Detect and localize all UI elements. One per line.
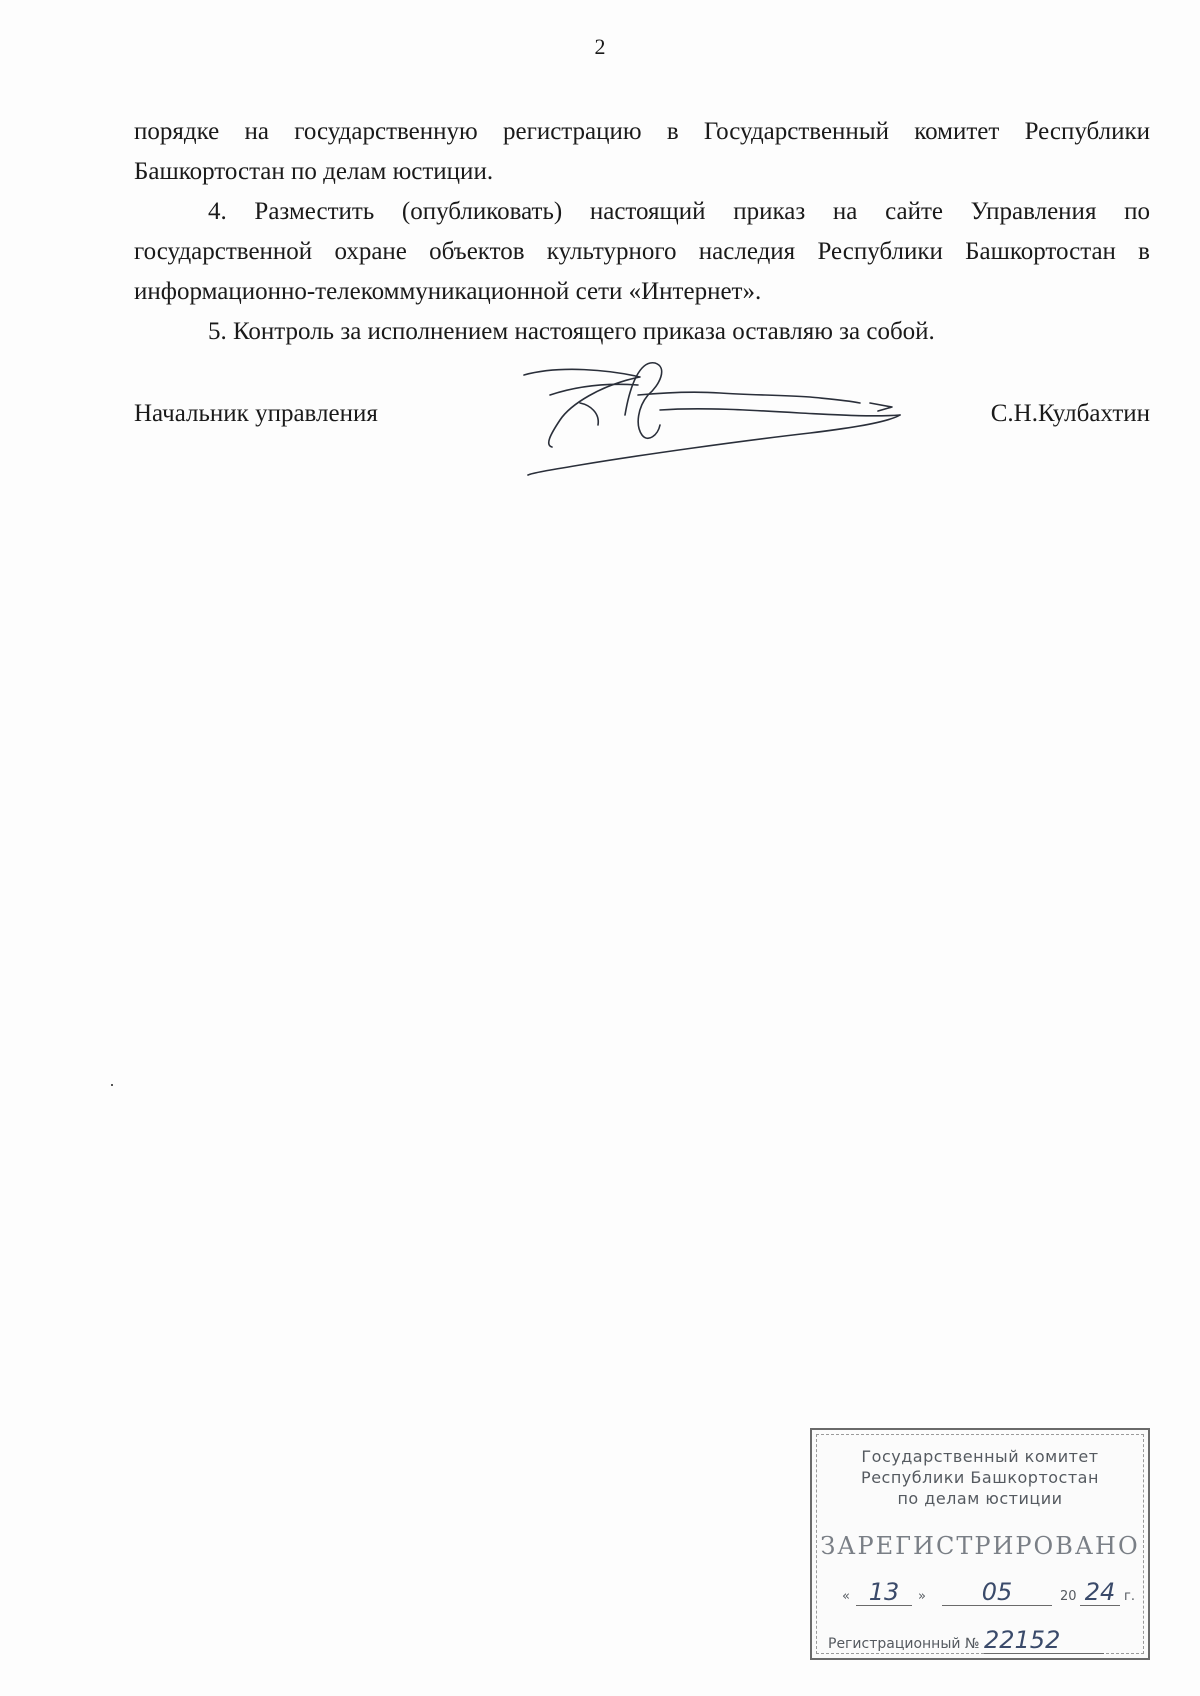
stamp-org-line: Государственный комитет <box>861 1447 1099 1466</box>
page-number: 2 <box>594 34 606 59</box>
signer-name: С.Н.Кулбахтин <box>990 400 1150 427</box>
document-body <box>134 112 1150 352</box>
stamp-date <box>842 1578 1135 1610</box>
stamp-date-quote: « <box>842 1589 850 1604</box>
stamp-month: 05 <box>942 1579 1052 1606</box>
stamp-registration-number <box>828 1628 1128 1656</box>
stamp-status: ЗАРЕГИСТРИРОВАНО <box>820 1532 1140 1560</box>
stamp-reg-number: 22152 <box>984 1627 1104 1654</box>
registration-stamp <box>810 1428 1150 1660</box>
stamp-org-line: Республики Башкортостан <box>861 1468 1099 1487</box>
stamp-organization <box>812 1446 1148 1509</box>
paragraph-item-5: 5. Контроль за исполнением настоящего приказа оставляю за собой. <box>208 318 935 345</box>
paragraph-continuation: порядке на государственную регистрацию в Государственный комитет Республики Башкортостан по делам юстиции. <box>134 118 1150 185</box>
scan-speck <box>111 1084 113 1086</box>
stamp-year-prefix: 20 <box>1060 1589 1077 1604</box>
stamp-year-unit: г. <box>1124 1589 1135 1604</box>
stamp-org-line: по делам юстиции <box>897 1489 1063 1508</box>
stamp-date-quote: » <box>918 1589 926 1604</box>
paragraph-item-4: 4. Разместить (опубликовать) настоящий приказ на сайте Управления по государственной охране объектов культурного наследия Республики Башкортостан в информационно-телекоммуникационной сети «Интернет». <box>134 198 1150 305</box>
stamp-reg-label: Регистрационный № <box>828 1636 980 1652</box>
stamp-year: 24 <box>1080 1579 1120 1606</box>
stamp-day: 13 <box>856 1579 912 1606</box>
handwritten-signature <box>520 355 920 485</box>
signer-position: Начальник управления <box>134 400 378 427</box>
